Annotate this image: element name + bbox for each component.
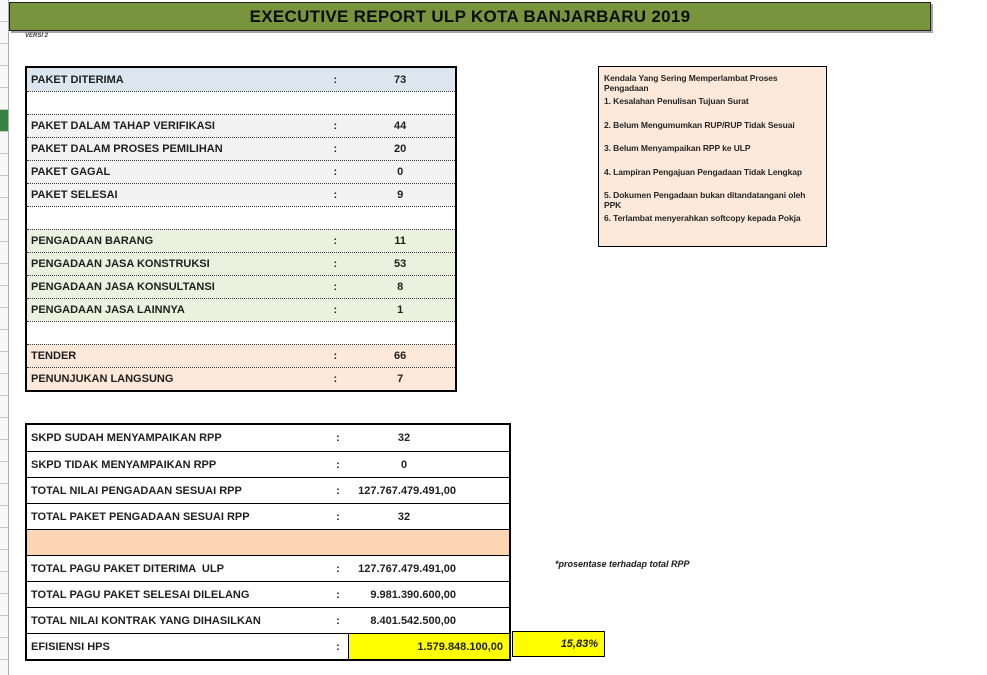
summary-row[interactable] — [27, 344, 455, 367]
summary-row-colon[interactable]: : — [333, 281, 338, 293]
rpp-row-label[interactable]: TOTAL PAGU PAKET SELESAI DILELANG — [31, 588, 250, 601]
rpp-row-value-highlighted[interactable]: 1.579.848.100,00 — [348, 634, 509, 659]
rpp-row[interactable] — [27, 633, 509, 659]
summary-row-value[interactable]: 9 — [397, 189, 404, 201]
summary-row[interactable] — [27, 275, 455, 298]
summary-row-colon[interactable]: : — [333, 304, 338, 316]
rpp-row-label[interactable]: TOTAL NILAI KONTRAK YANG DIHASILKAN — [31, 614, 261, 627]
summary-row-value[interactable]: 73 — [394, 73, 407, 86]
rpp-row-value[interactable]: 8.401.542.500,00 — [370, 614, 456, 627]
rpp-row-colon[interactable]: : — [336, 640, 340, 653]
rpp-row-colon[interactable]: : — [336, 458, 340, 471]
summary-row-value[interactable]: 11 — [394, 235, 406, 247]
summary-row-label[interactable]: PENGADAAN JASA KONSTRUKSI — [31, 258, 210, 270]
rpp-row[interactable] — [27, 607, 509, 633]
rpp-row[interactable] — [27, 529, 509, 555]
rpp-row-colon[interactable]: : — [336, 484, 340, 497]
summary-row-value[interactable]: 20 — [394, 143, 407, 155]
summary-row-colon[interactable]: : — [333, 350, 338, 362]
summary-row[interactable] — [27, 298, 455, 321]
kendala-item: 4. Lampiran Pengajuan Pengadaan Tidak Lengkap — [604, 166, 802, 177]
summary-table — [25, 66, 457, 392]
rpp-row-label[interactable]: EFISIENSI HPS — [31, 640, 110, 653]
strip-green-cell[interactable] — [0, 110, 8, 131]
summary-row-label[interactable]: PENGADAAN JASA KONSULTANSI — [31, 281, 215, 293]
left-column-strip — [0, 0, 9, 675]
summary-row-label[interactable]: PAKET DALAM PROSES PEMILIHAN — [31, 143, 223, 155]
summary-row-colon[interactable]: : — [333, 120, 338, 132]
summary-row[interactable] — [27, 183, 455, 206]
rpp-table — [25, 423, 511, 661]
rpp-row-colon[interactable]: : — [336, 510, 340, 523]
summary-row[interactable] — [27, 229, 455, 252]
summary-row[interactable] — [27, 137, 455, 160]
kendala-item: 5. Dokumen Pengadaan bukan ditandatangani oleh PPK — [604, 189, 806, 210]
rpp-row-colon[interactable]: : — [336, 614, 340, 627]
footnote: *prosentase terhadap total RPP — [555, 559, 690, 569]
summary-row-colon[interactable]: : — [333, 235, 338, 247]
rpp-row-label[interactable]: TOTAL PAKET PENGADAAN SESUAI RPP — [31, 510, 250, 523]
summary-row[interactable] — [27, 252, 455, 275]
summary-row-value[interactable]: 53 — [394, 258, 407, 270]
rpp-row[interactable] — [27, 503, 509, 529]
summary-row-colon[interactable]: : — [333, 189, 338, 201]
rpp-row[interactable] — [27, 451, 509, 477]
summary-row-colon[interactable]: : — [333, 166, 338, 178]
rpp-row-value[interactable]: 0 — [400, 458, 408, 471]
kendala-item: 6. Terlambat menyerahkan softcopy kepada Pokja — [604, 213, 801, 224]
summary-row-value[interactable]: 0 — [397, 166, 404, 178]
summary-row[interactable] — [27, 367, 455, 390]
rpp-row-label[interactable]: SKPD TIDAK MENYAMPAIKAN RPP — [31, 458, 217, 471]
rpp-row-value[interactable]: 32 — [397, 510, 411, 523]
kendala-item: 1. Kesalahan Penulisan Tujuan Surat — [604, 96, 749, 107]
efficiency-percent-cell[interactable]: 15,83% — [512, 631, 605, 657]
rpp-row-label[interactable]: TOTAL PAGU PAKET DITERIMA ULP — [31, 562, 224, 575]
summary-row-label[interactable]: PAKET GAGAL — [31, 166, 111, 178]
report-title[interactable]: EXECUTIVE REPORT ULP KOTA BANJARBARU 2019 — [9, 2, 931, 31]
summary-row-label[interactable]: PENUNJUKAN LANGSUNG — [31, 373, 174, 385]
kendala-items — [604, 96, 821, 236]
summary-row[interactable] — [27, 206, 455, 229]
summary-row-label[interactable]: PENGADAAN BARANG — [31, 235, 154, 247]
rpp-row[interactable] — [27, 477, 509, 503]
rpp-row-value[interactable]: 127.767.479.491,00 — [358, 484, 456, 497]
summary-row[interactable] — [27, 91, 455, 114]
kendala-item: 2. Belum Mengumumkan RUP/RUP Tidak Sesuai — [604, 119, 795, 130]
rpp-row-label[interactable]: SKPD SUDAH MENYAMPAIKAN RPP — [31, 432, 222, 444]
summary-row-colon[interactable]: : — [333, 373, 338, 385]
summary-row-label[interactable]: PENGADAAN JASA LAINNYA — [31, 304, 185, 316]
summary-row-value[interactable]: 44 — [394, 120, 407, 132]
summary-row[interactable] — [27, 68, 455, 91]
version-note: VERSI 2 — [25, 33, 49, 39]
summary-row-value[interactable]: 7 — [397, 373, 404, 385]
rpp-row[interactable] — [27, 581, 509, 607]
rpp-row-value[interactable]: 9.981.390.600,00 — [370, 588, 456, 601]
rpp-row-colon[interactable]: : — [336, 432, 340, 444]
rpp-row-colon[interactable]: : — [336, 562, 340, 575]
summary-row-value[interactable]: 1 — [397, 304, 404, 316]
rpp-row[interactable] — [27, 425, 509, 451]
summary-row-value[interactable]: 8 — [397, 281, 404, 293]
kendala-item: 3. Belum Menyampaikan RPP ke ULP — [604, 143, 751, 154]
rpp-row-value[interactable]: 32 — [397, 432, 411, 444]
summary-row-colon[interactable]: : — [333, 258, 338, 270]
summary-row-colon[interactable]: : — [333, 143, 338, 155]
rpp-row[interactable] — [27, 555, 509, 581]
summary-row[interactable] — [27, 160, 455, 183]
summary-row[interactable] — [27, 321, 455, 344]
rpp-row-label[interactable]: TOTAL NILAI PENGADAAN SESUAI RPP — [31, 484, 242, 497]
kendala-title: Kendala Yang Sering Memperlambat Proses Pengadaan — [604, 73, 778, 93]
kendala-box[interactable] — [598, 66, 827, 247]
rpp-row-colon[interactable]: : — [336, 588, 340, 601]
summary-row-label[interactable]: PAKET DALAM TAHAP VERIFIKASI — [31, 120, 215, 132]
summary-row-label[interactable]: PAKET DITERIMA — [31, 73, 124, 86]
rpp-row-value[interactable]: 127.767.479.491,00 — [358, 562, 456, 575]
summary-row-value[interactable]: 66 — [394, 350, 407, 362]
summary-row-colon[interactable]: : — [333, 73, 338, 86]
summary-row-label[interactable]: TENDER — [31, 350, 77, 362]
summary-row-label[interactable]: PAKET SELESAI — [31, 189, 118, 201]
summary-row[interactable] — [27, 114, 455, 137]
